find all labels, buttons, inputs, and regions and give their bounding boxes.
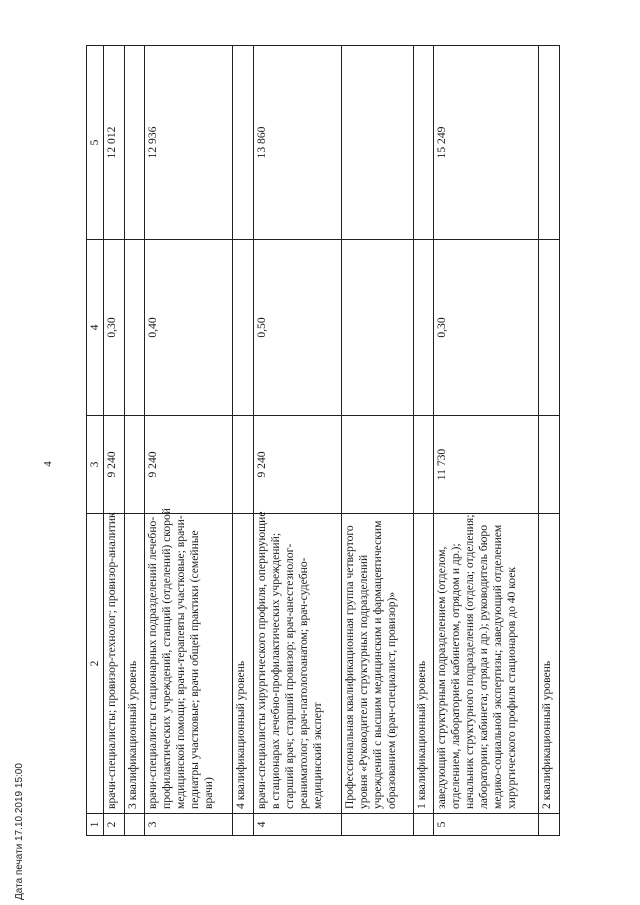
description-line: лаборатории; кабинета; отряда и др.); руководитель бюро	[477, 524, 491, 809]
header-cell: 1	[87, 814, 104, 836]
description-line: медико-социальной экспертизы; заведующий отделением	[491, 524, 505, 809]
salary-cell: 12 012	[104, 46, 125, 240]
base-salary-cell	[539, 416, 560, 514]
row-number-cell: 2	[104, 814, 125, 836]
table-header-row	[87, 46, 104, 836]
description-line: уровня «Руководители структурных подразделений	[357, 554, 371, 809]
table-row	[124, 46, 145, 836]
row-number-cell	[342, 814, 413, 836]
base-salary-cell	[413, 416, 434, 514]
description-line: образованием (врач-специалист, провизор)»	[385, 591, 399, 809]
description-line: профилактических учреждений, станций (отделений) скорой	[160, 508, 174, 809]
position-description-cell	[124, 514, 145, 814]
description-line: врачи-специалисты; провизор-технолог; провизор-аналитик	[105, 512, 118, 809]
table-row	[253, 46, 341, 836]
row-number-cell: 4	[253, 814, 341, 836]
description-line: заведующий структурным подразделением (отделом,	[435, 546, 449, 809]
header-cell: 5	[87, 46, 104, 240]
coefficient-cell	[233, 240, 254, 416]
coefficient-cell: 0,50	[253, 240, 341, 416]
position-description-cell	[539, 514, 560, 814]
table-row	[342, 46, 413, 836]
header-cell: 2	[87, 514, 104, 814]
description-line: врачи-специалисты хирургического профиля, оперирующие	[254, 511, 268, 809]
table-row	[434, 46, 539, 836]
row-number-cell	[413, 814, 434, 836]
position-description-cell	[342, 514, 413, 814]
base-salary-cell: 9 240	[253, 416, 341, 514]
table-row	[413, 46, 434, 836]
description-line: реаниматолог; врач-патологоанатом; врач-судебно-	[296, 557, 310, 809]
position-description-cell	[253, 511, 341, 814]
coefficient-cell	[539, 240, 560, 416]
table-row	[145, 46, 233, 836]
salary-cell: 15 249	[434, 46, 539, 240]
position-description-cell	[104, 514, 125, 814]
description-line: старший врач; старший провизор; врач-анестезиолог-	[282, 543, 296, 809]
salary-table	[86, 46, 560, 836]
base-salary-cell	[124, 416, 145, 514]
position-description-cell	[413, 514, 434, 814]
coefficient-cell: 0,30	[434, 240, 539, 416]
salary-cell	[539, 46, 560, 240]
description-line: в стационарах лечебно-профилактических учреждений;	[268, 532, 282, 809]
description-line: врачи)	[202, 777, 216, 809]
description-line: Профессиональная квалификационная группа четвертого	[343, 525, 357, 809]
description-line: 3 квалификационный уровень	[125, 660, 139, 809]
base-salary-cell	[342, 416, 413, 514]
row-number-cell	[233, 814, 254, 836]
coefficient-cell	[342, 240, 413, 416]
coefficient-cell	[413, 240, 434, 416]
table-row	[233, 46, 254, 836]
qualification-table	[86, 45, 560, 836]
description-line: 4 квалификационный уровень	[234, 660, 248, 809]
description-line: хирургического профиля стационаров до 40 коек	[505, 566, 519, 809]
row-number-cell	[539, 814, 560, 836]
description-line: педиатры участковые; врачи общей практики (семейные	[188, 530, 202, 809]
table-row	[539, 46, 560, 836]
row-number-cell: 3	[145, 814, 233, 836]
description-line: медицинский эксперт	[310, 702, 324, 809]
salary-cell: 12 936	[145, 46, 233, 240]
position-description-cell	[233, 514, 254, 814]
position-description-cell	[434, 514, 539, 814]
print-date: Дата печати 17.10.2019 15:00	[14, 763, 25, 900]
header-cell: 3	[87, 416, 104, 514]
description-line: отделением, лабораторией кабинетом, отрядом и др.);	[449, 543, 463, 809]
description-line: начальник структурного подразделения (отдела; отделения;	[463, 514, 477, 809]
position-description-cell	[145, 508, 233, 814]
salary-cell	[233, 46, 254, 240]
description-line: 1 квалификационный уровень	[414, 660, 428, 809]
row-number-cell: 5	[434, 814, 539, 836]
coefficient-cell: 0,40	[145, 240, 233, 416]
base-salary-cell: 9 240	[145, 416, 233, 514]
description-line: учреждений с высшим медицинским и фармацевтическим	[371, 520, 385, 809]
page-number: 4	[42, 461, 54, 467]
coefficient-cell	[124, 240, 145, 416]
salary-cell	[342, 46, 413, 240]
description-line: медицинской помощи; врачи-терапевты участковые; врачи-	[174, 515, 188, 809]
base-salary-cell: 9 240	[104, 416, 125, 514]
salary-cell: 13 860	[253, 46, 341, 240]
description-line: 2 квалификационный уровень	[540, 660, 554, 809]
base-salary-cell	[233, 416, 254, 514]
salary-cell	[124, 46, 145, 240]
coefficient-cell: 0,30	[104, 240, 125, 416]
description-line: врачи-специалисты стационарных подразделений лечебно-	[146, 516, 160, 809]
header-cell: 4	[87, 240, 104, 416]
row-number-cell	[124, 814, 145, 836]
salary-cell	[413, 46, 434, 240]
table-row	[104, 46, 125, 836]
base-salary-cell: 11 730	[434, 416, 539, 514]
